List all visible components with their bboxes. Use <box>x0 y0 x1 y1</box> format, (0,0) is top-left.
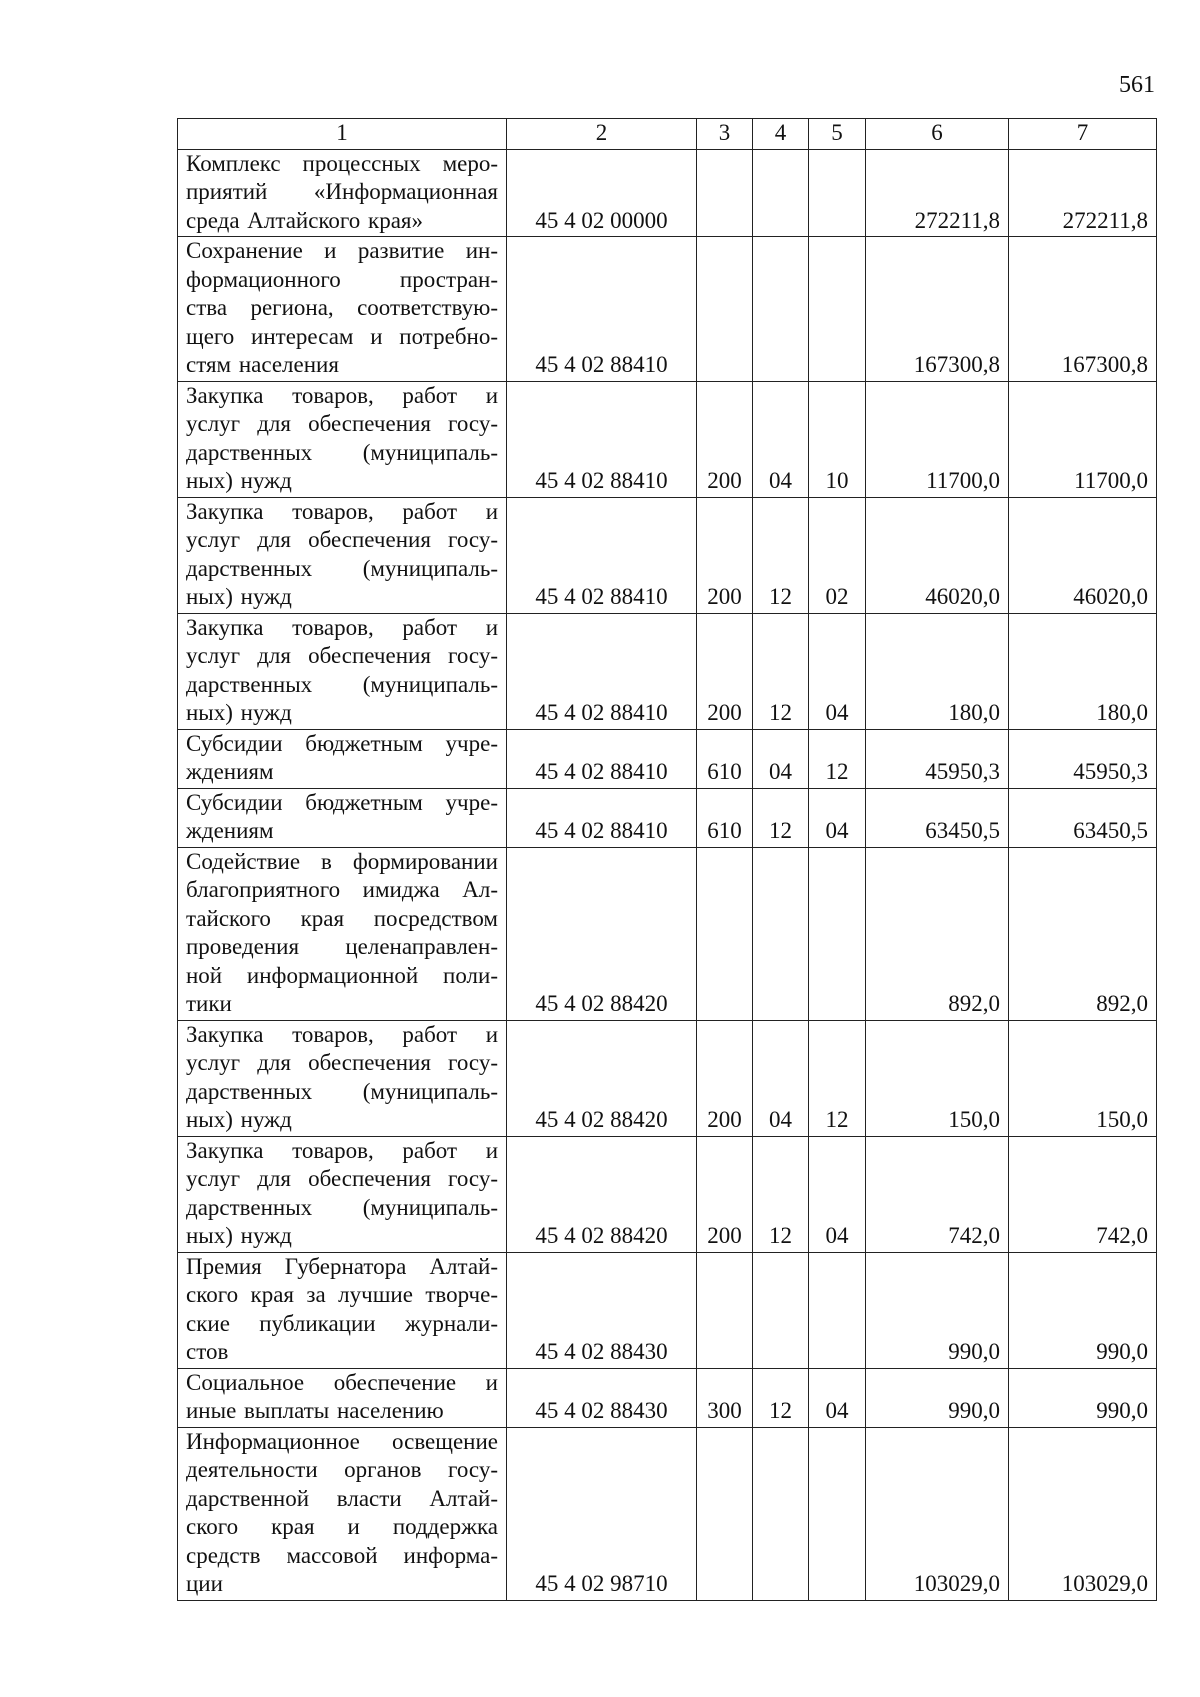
row-name-line: услуг для обеспечения госу- <box>186 1166 498 1191</box>
row-amount7-cell: 272211,8 <box>1009 149 1157 237</box>
row-amount7-cell: 150,0 <box>1009 1020 1157 1136</box>
row-col3-cell: 200 <box>697 1020 753 1136</box>
row-col5-cell: 02 <box>809 497 866 613</box>
table-body <box>178 149 1157 1600</box>
row-col4-cell <box>753 847 809 1020</box>
row-name-line: ных) нужд <box>186 1107 292 1132</box>
column-header-5: 5 <box>809 119 866 150</box>
row-amount7-cell: 990,0 <box>1009 1368 1157 1427</box>
row-col4-cell: 12 <box>753 613 809 729</box>
row-name-line: ские публикации журнали- <box>186 1310 498 1336</box>
table-row <box>178 729 1157 788</box>
row-amount7-cell: 180,0 <box>1009 613 1157 729</box>
row-code-cell: 45 4 02 88420 <box>507 1020 697 1136</box>
row-col4-cell <box>753 1252 809 1368</box>
row-name-line: ции <box>186 1571 223 1596</box>
row-name-line: Закупка товаров, работ и <box>186 382 498 408</box>
row-name-line: Премия Губернатора Алтай- <box>186 1253 498 1279</box>
table-row <box>178 788 1157 847</box>
row-col3-cell: 200 <box>697 1136 753 1252</box>
row-name-line: услуг для обеспечения госу- <box>186 643 498 668</box>
row-name-line: ных) нужд <box>186 584 292 609</box>
header-row <box>178 119 1157 150</box>
row-code-cell: 45 4 02 88410 <box>507 237 697 382</box>
row-amount6-cell: 150,0 <box>866 1020 1009 1136</box>
page-number: 561 <box>1119 72 1155 98</box>
row-name-line: ства региона, соответствую- <box>186 295 498 320</box>
row-code-cell: 45 4 02 88430 <box>507 1252 697 1368</box>
row-name-line: Сохранение и развитие ин- <box>186 238 498 263</box>
row-name-line: средств массовой информа- <box>186 1542 498 1568</box>
row-amount6-cell: 990,0 <box>866 1252 1009 1368</box>
row-name-line: Субсидии бюджетным учре- <box>186 789 498 815</box>
row-name-line: Закупка товаров, работ и <box>186 1021 498 1047</box>
row-name-line: ных) нужд <box>186 468 292 493</box>
row-col3-cell <box>697 1252 753 1368</box>
row-name-cell <box>178 381 507 497</box>
row-name-cell <box>178 729 507 788</box>
row-name-line: ского края за лучшие творче- <box>186 1282 498 1307</box>
row-col3-cell: 300 <box>697 1368 753 1427</box>
row-amount6-cell: 103029,0 <box>866 1427 1009 1600</box>
row-name-line: тайского края посредством <box>186 905 498 931</box>
row-name-line: Субсидии бюджетным учре- <box>186 730 498 756</box>
row-name-line: услуг для обеспечения госу- <box>186 527 498 552</box>
row-name-line: ского края и поддержка <box>186 1514 498 1539</box>
column-header-6: 6 <box>866 119 1009 150</box>
row-name-line: Закупка товаров, работ и <box>186 1137 498 1163</box>
row-col3-cell <box>697 237 753 382</box>
row-amount7-cell: 46020,0 <box>1009 497 1157 613</box>
row-name-cell <box>178 788 507 847</box>
row-col5-cell <box>809 1427 866 1600</box>
row-col4-cell: 12 <box>753 788 809 847</box>
row-name-line: дарственных (муниципаль- <box>186 555 498 581</box>
row-name-cell <box>178 149 507 237</box>
table-row <box>178 1136 1157 1252</box>
row-amount6-cell: 46020,0 <box>866 497 1009 613</box>
column-header-1: 1 <box>178 119 507 150</box>
table-row <box>178 237 1157 382</box>
row-name-line: благоприятного имиджа Ал- <box>186 877 498 902</box>
row-col5-cell <box>809 237 866 382</box>
row-name-line: ной информационной поли- <box>186 962 498 988</box>
row-col3-cell: 610 <box>697 729 753 788</box>
row-col4-cell: 12 <box>753 497 809 613</box>
table-row <box>178 149 1157 237</box>
row-name-line: дарственных (муниципаль- <box>186 439 498 465</box>
row-code-cell: 45 4 02 88420 <box>507 1136 697 1252</box>
table-row <box>178 1252 1157 1368</box>
row-amount6-cell: 11700,0 <box>866 381 1009 497</box>
row-col4-cell: 04 <box>753 729 809 788</box>
row-name-line: Закупка товаров, работ и <box>186 498 498 524</box>
row-name-cell <box>178 1020 507 1136</box>
row-col3-cell: 200 <box>697 381 753 497</box>
row-amount7-cell: 892,0 <box>1009 847 1157 1020</box>
column-header-3: 3 <box>697 119 753 150</box>
row-name-cell <box>178 1427 507 1600</box>
row-code-cell: 45 4 02 00000 <box>507 149 697 237</box>
row-name-line: Содействие в формировании <box>186 848 498 874</box>
row-code-cell: 45 4 02 88410 <box>507 497 697 613</box>
row-name-line: Социальное обеспечение и <box>186 1369 498 1395</box>
column-header-7: 7 <box>1009 119 1157 150</box>
row-col4-cell <box>753 149 809 237</box>
row-amount7-cell: 167300,8 <box>1009 237 1157 382</box>
row-col5-cell: 12 <box>809 1020 866 1136</box>
row-name-cell <box>178 1368 507 1427</box>
row-amount6-cell: 180,0 <box>866 613 1009 729</box>
row-amount7-cell: 990,0 <box>1009 1252 1157 1368</box>
row-col3-cell: 200 <box>697 497 753 613</box>
table-row <box>178 1020 1157 1136</box>
row-amount7-cell: 45950,3 <box>1009 729 1157 788</box>
row-name-line: формационного простран- <box>186 266 498 292</box>
column-header-2: 2 <box>507 119 697 150</box>
row-name-line: стям населения <box>186 352 339 377</box>
row-code-cell: 45 4 02 88410 <box>507 613 697 729</box>
row-amount6-cell: 45950,3 <box>866 729 1009 788</box>
row-name-line: дарственных (муниципаль- <box>186 1078 498 1104</box>
row-col4-cell: 12 <box>753 1368 809 1427</box>
row-code-cell: 45 4 02 88410 <box>507 788 697 847</box>
row-col5-cell: 10 <box>809 381 866 497</box>
row-name-line: среда Алтайского края» <box>186 207 423 233</box>
row-code-cell: 45 4 02 88430 <box>507 1368 697 1427</box>
row-code-cell: 45 4 02 88420 <box>507 847 697 1020</box>
row-col5-cell: 04 <box>809 1136 866 1252</box>
row-name-line: приятий «Информационная <box>186 179 498 204</box>
row-col4-cell <box>753 237 809 382</box>
row-name-cell <box>178 1136 507 1252</box>
row-name-line: услуг для обеспечения госу- <box>186 1050 498 1075</box>
row-amount7-cell: 11700,0 <box>1009 381 1157 497</box>
row-amount7-cell: 103029,0 <box>1009 1427 1157 1600</box>
row-name-line: проведения целенаправлен- <box>186 934 498 959</box>
row-name-line: Информационное освещение <box>186 1428 498 1454</box>
table-row <box>178 613 1157 729</box>
row-col5-cell <box>809 149 866 237</box>
row-name-line: ных) нужд <box>186 1223 292 1248</box>
row-col3-cell: 200 <box>697 613 753 729</box>
column-header-4: 4 <box>753 119 809 150</box>
row-col3-cell <box>697 1427 753 1600</box>
row-code-cell: 45 4 02 98710 <box>507 1427 697 1600</box>
row-amount6-cell: 990,0 <box>866 1368 1009 1427</box>
row-col4-cell <box>753 1427 809 1600</box>
row-name-line: услуг для обеспечения госу- <box>186 411 498 436</box>
row-col5-cell: 04 <box>809 1368 866 1427</box>
row-col3-cell: 610 <box>697 788 753 847</box>
row-amount7-cell: 742,0 <box>1009 1136 1157 1252</box>
row-name-line: ждениям <box>186 818 274 843</box>
row-amount6-cell: 63450,5 <box>866 788 1009 847</box>
row-name-line: дарственных (муниципаль- <box>186 671 498 697</box>
row-col5-cell <box>809 1252 866 1368</box>
row-name-line: ждениям <box>186 759 274 784</box>
row-amount6-cell: 742,0 <box>866 1136 1009 1252</box>
row-name-line: тики <box>186 991 232 1016</box>
row-name-line: иные выплаты населению <box>186 1398 444 1423</box>
table-row <box>178 497 1157 613</box>
budget-table <box>177 118 1157 1601</box>
row-amount6-cell: 167300,8 <box>866 237 1009 382</box>
row-col5-cell: 04 <box>809 788 866 847</box>
table-row <box>178 381 1157 497</box>
row-code-cell: 45 4 02 88410 <box>507 381 697 497</box>
row-code-cell: 45 4 02 88410 <box>507 729 697 788</box>
row-col4-cell: 04 <box>753 381 809 497</box>
row-col4-cell: 04 <box>753 1020 809 1136</box>
row-name-cell <box>178 497 507 613</box>
row-amount6-cell: 892,0 <box>866 847 1009 1020</box>
row-col5-cell: 12 <box>809 729 866 788</box>
row-col3-cell <box>697 847 753 1020</box>
row-name-line: дарственной власти Алтай- <box>186 1485 498 1511</box>
row-name-line: ных) нужд <box>186 700 292 725</box>
row-name-cell <box>178 613 507 729</box>
row-name-line: Комплекс процессных меро- <box>186 150 498 176</box>
table-row <box>178 1427 1157 1600</box>
row-name-line: деятельности органов госу- <box>186 1457 498 1482</box>
row-name-cell <box>178 237 507 382</box>
row-col4-cell: 12 <box>753 1136 809 1252</box>
row-name-line: стов <box>186 1339 229 1364</box>
row-name-cell <box>178 847 507 1020</box>
row-col5-cell: 04 <box>809 613 866 729</box>
row-name-line: щего интересам и потребно- <box>186 323 498 349</box>
row-col3-cell <box>697 149 753 237</box>
row-name-line: Закупка товаров, работ и <box>186 614 498 640</box>
table-row <box>178 1368 1157 1427</box>
row-name-cell <box>178 1252 507 1368</box>
row-name-line: дарственных (муниципаль- <box>186 1194 498 1220</box>
row-amount6-cell: 272211,8 <box>866 149 1009 237</box>
row-amount7-cell: 63450,5 <box>1009 788 1157 847</box>
row-col5-cell <box>809 847 866 1020</box>
table-row <box>178 847 1157 1020</box>
